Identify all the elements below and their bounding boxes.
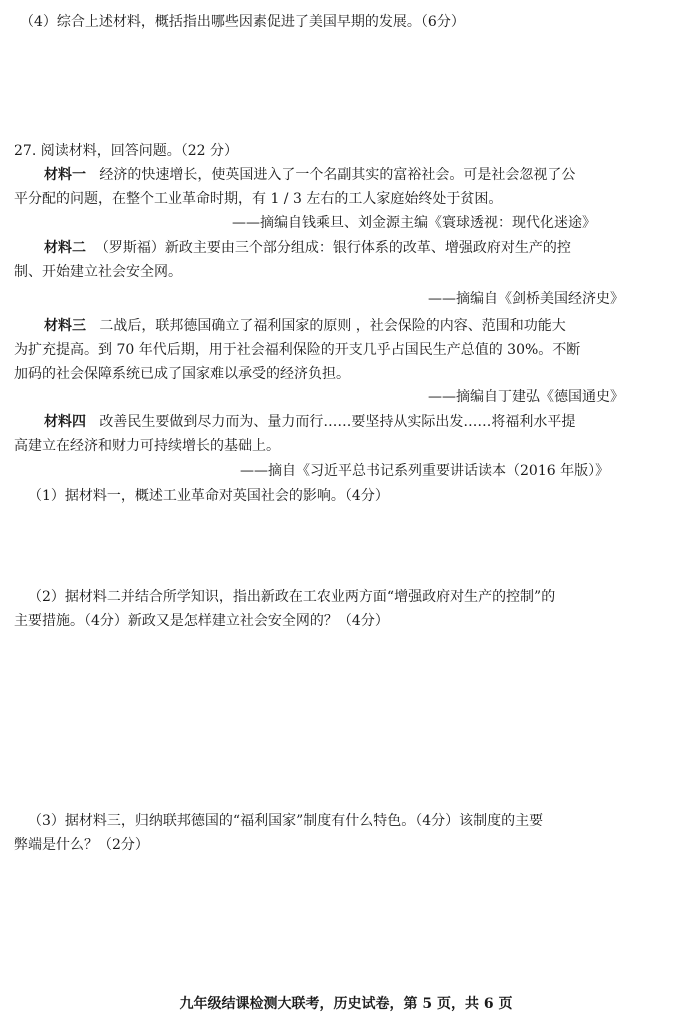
material-2-line-2: 制、开始建立社会安全网。 (14, 264, 182, 280)
material-2-line-1 (44, 238, 571, 258)
material-1-line-1 (44, 165, 575, 185)
material-1-source: ——摘编自钱乘旦、刘金源主编《寰球透视：现代化迷途》 (232, 215, 596, 231)
material-1-line-2: 平分配的问题，在整个工业革命时期，有 1 / 3 左右的工人家庭始终处于贫困。 (14, 191, 503, 207)
material-4-line-2: 高建立在经济和财力可持续增长的基础上。 (14, 438, 280, 454)
material-3-label: 材料三 (44, 318, 86, 334)
material-3-source: ——摘编自丁建弘《德国通史》 (428, 389, 624, 405)
question-27-2-line-1: （2）据材料二并结合所学知识，指出新政在工农业两方面“增强政府对生产的控制”的 (28, 589, 556, 605)
material-1-label: 材料一 (44, 167, 86, 183)
material-3-text: 二战后，联邦德国确立了福利国家的原则 ，社会保险的内容、范围和功能大 (99, 318, 566, 334)
material-3-line-1 (44, 316, 566, 336)
question-27-3-line-2: 弊端是什么？（2分） (14, 837, 149, 853)
material-3-line-2: 为扩充提高。到 70 年代后期，用于社会福利保险的开支几乎占国民生产总值的 30%。不断 (14, 342, 581, 358)
material-4-label: 材料四 (44, 414, 86, 430)
question-27-1: （1）据材料一，概述工业革命对英国社会的影响。（4分） (28, 488, 389, 504)
page-footer: 九年级结课检测大联考，历史试卷，第 5 页，共 6 页 (179, 996, 513, 1012)
material-3-line-3: 加码的社会保障系统已成了国家难以承受的经济负担。 (14, 366, 350, 382)
material-2-label: 材料二 (44, 240, 86, 256)
material-2-source: ——摘编自《剑桥美国经济史》 (428, 291, 624, 307)
question-27-2-line-2: 主要措施。（4分）新政又是怎样建立社会安全网的？（4分） (14, 613, 389, 629)
material-4-source: ——摘自《习近平总书记系列重要讲话读本（2016 年版）》 (240, 463, 610, 479)
material-2-text: （罗斯福）新政主要由三个部分组成：银行体系的改革、增强政府对生产的控 (94, 240, 571, 256)
material-4-text: 改善民生要做到尽力而为、量力而行……要坚持从实际出发……将福利水平提 (99, 414, 576, 430)
material-4-line-1 (44, 412, 575, 432)
question-27-3-line-1: （3）据材料三，归纳联邦德国的“福利国家”制度有什么特色。（4分）该制度的主要 (28, 813, 544, 829)
question-26-4: （4）综合上述材料，概括指出哪些因素促进了美国早期的发展。（6分） (20, 14, 465, 30)
question-27-header: 27. 阅读材料，回答问题。（22 分） (14, 143, 238, 159)
material-1-text: 经济的快速增长，使英国进入了一个名副其实的富裕社会。可是社会忽视了公 (99, 167, 576, 183)
